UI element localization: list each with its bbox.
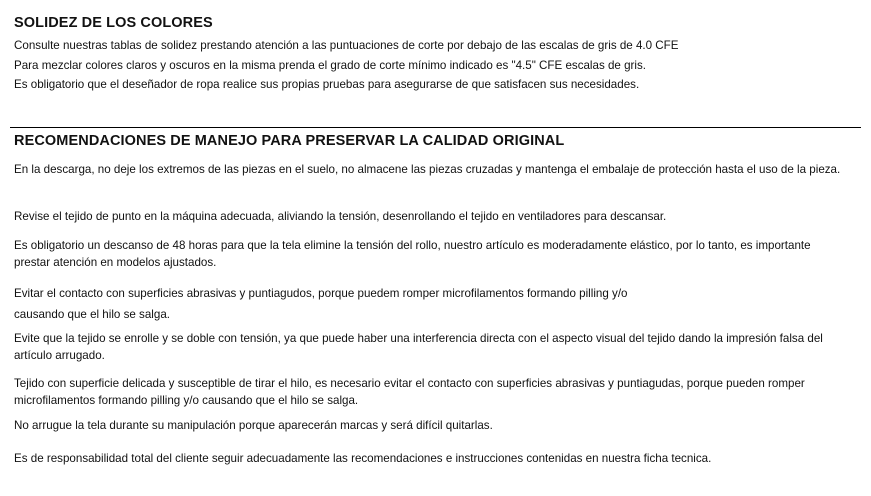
recomendacion-paragraph-1: En la descarga, no deje los extremos de las piezas en el suelo, no almacene las piezas cruzadas y mantenga el embalaje de protección hasta el uso de la pieza. [14, 163, 841, 176]
section-title-solidez: SOLIDEZ DE LOS COLORES [14, 15, 213, 31]
solidez-line-1: Consulte nuestras tablas de solidez prestando atención a las puntuaciones de corte por debajo de las escalas de gris de 4.0 CFE [14, 39, 679, 52]
recomendacion-paragraph-9: Es de responsabilidad total del cliente seguir adecuadamente las recomendaciones e instrucciones contenidas en nuestra ficha tecnica. [14, 452, 712, 465]
recomendacion-paragraph-4: Evitar el contacto con superficies abrasivas y puntiagudos, porque puedem romper microfilamentos formando pilling y/o [14, 287, 628, 300]
section-divider [10, 127, 861, 128]
recomendacion-paragraph-2: Revise el tejido de punto en la máquina adecuada, aliviando la tensión, desenrollando el tejido en ventiladores para descansar. [14, 210, 667, 223]
recomendacion-paragraph-6: Evite que la tejido se enrolle y se doble con tensión, ya que puede haber una interferencia directa con el aspecto visual del tejido dando la impresión falsa del artículo arrugado. [14, 332, 823, 362]
recomendacion-paragraph-7: Tejido con superficie delicada y susceptible de tirar el hilo, es necesario evitar el contacto con superficies abrasivas y puntiagudas, porque pueden romper microfilamentos formando pilling y/o causando que el hilo se salga. [14, 377, 805, 407]
recomendacion-paragraph-5: causando que el hilo se salga. [14, 308, 170, 321]
recomendacion-paragraph-3: Es obligatorio un descanso de 48 horas para que la tela elimine la tensión del rollo, nuestro artículo es moderadamente elástico, por lo tanto, es importante prestar atención en modelos ajustados. [14, 239, 811, 269]
section-title-recomendaciones: RECOMENDACIONES DE MANEJO PARA PRESERVAR LA CALIDAD ORIGINAL [14, 133, 565, 149]
recomendacion-paragraph-8: No arrugue la tela durante su manipulación porque aparecerán marcas y será difícil quitarlas. [14, 419, 493, 432]
solidez-line-3: Es obligatorio que el deseñador de ropa realice sus propias pruebas para asegurarse de que satisfacen sus necesidades. [14, 78, 640, 91]
solidez-line-2: Para mezclar colores claros y oscuros en la misma prenda el grado de corte mínimo indicado es "4.5" CFE escalas de gris. [14, 59, 646, 72]
